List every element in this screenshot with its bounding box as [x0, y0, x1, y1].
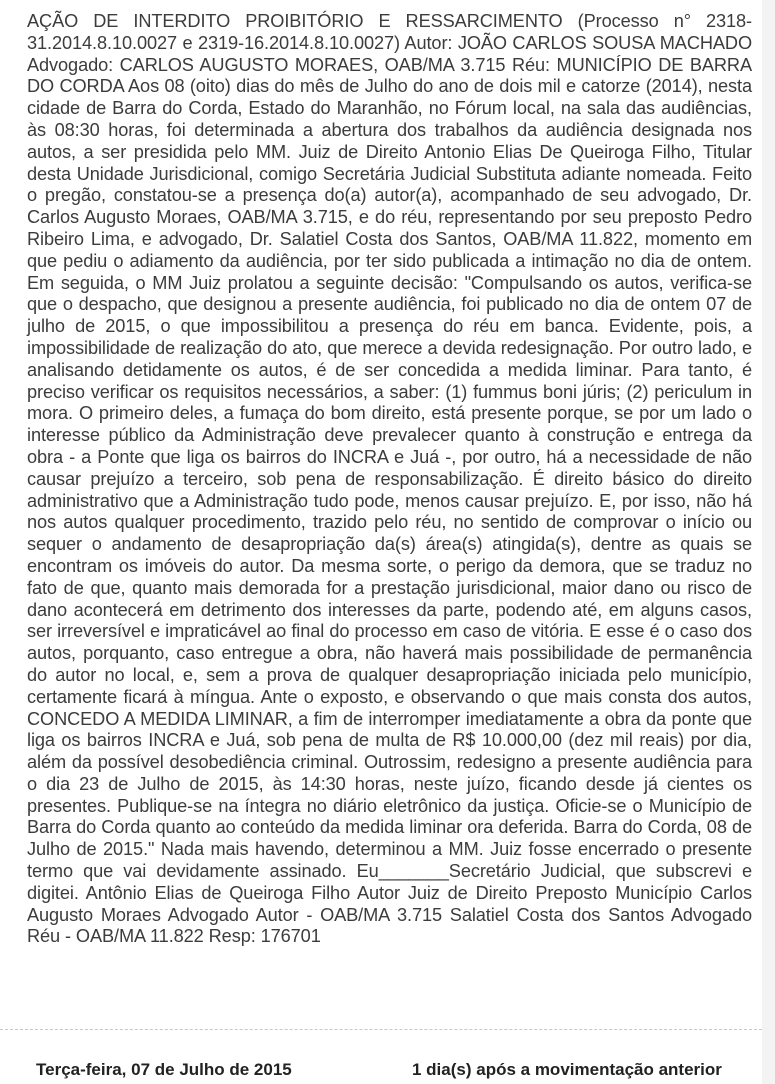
movement-body-text: AÇÃO DE INTERDITO PROIBITÓRIO E RESSARCIMENTO (Processo n° 2318-31.2014.8.10.0027 e 2319-16.2014.8.10.0027) Autor: JOÃO CARLOS SOUSA MACHADO Advogado: CARLOS AUGUSTO MORAES, OAB/MA 3.715 Réu: MUNICÍPIO DE BARRA DO CORDA Aos 08 (oito) dias do mês de Julho do ano de dois mil e catorze (2014), nesta cidade de Barra do Corda, Estado do Maranhão, no Fórum local, na sala das audiências, às 08:30 horas, foi determinada a abertura dos trabalhos da audiência designada nos autos, a ser presidida pelo MM. Juiz de Direito Antonio Elias De Queiroga Filho, Titular desta Unidade Jurisdicional, comigo Secretária Judicial Substituta adiante nomeada. Feito o pregão, constatou-se a presença do(a) autor(a), acompanhado de seu advogado, Dr. Carlos Augusto Moraes, OAB/MA 3.715, e do réu, representando por seu preposto Pedro Ribeiro Lima, e advogado, Dr. Salatiel Costa dos Santos, OAB/MA 11.822, momento em que pediu o adiamento da audiência, por ter sido publicada a intimação no dia de ontem. Em seguida, o MM Juiz prolatou a seguinte decisão: "Compulsando os autos, verifica-se que o despacho, que designou a presente audiência, foi publicado no dia de ontem 07 de julho de 2015, o que impossibilitou a presença do réu em banca. Evidente, pois, a impossibilidade de realização do ato, que merece a devida redesignação. Por outro lado, e analisando detidamente os autos, é de ser concedida a medida liminar. Para tanto, é preciso verificar os requisitos necessários, a saber: (1) fummus boni júris; (2) periculum in mora. O primeiro deles, a fumaça do bom direito, está presente porque, se por um lado o interesse público da Administração deve prevalecer quanto à construção e entrega da obra - a Ponte que liga os bairros do INCRA e Juá -, por outro, há a necessidade de não causar prejuízo a terceiro, sob pena de responsabilização. É direito básico do direito administrativo que a Administração tudo pode, menos causar prejuízo. E, por isso, não há nos autos qualquer procedimento, trazido pelo réu, no sentido de comprovar o início ou sequer o andamento de desapropriação da(s) área(s) atingida(s), dentre as quais se encontram os imóveis do autor. Da mesma sorte, o perigo da demora, que se traduz no fato de que, quanto mais demorada for a prestação jurisdicional, maior dano ou risco de dano acontecerá em detrimento dos interesses da parte, podendo até, em alguns casos, ser irreversível e impraticável ao final do processo em caso de vitória. E esse é o caso dos autos, porquanto, caso entregue a obra, não haverá mais possibilidade de permanência do autor no local, e, sem a prova de qualquer desapropriação iniciada pelo município, certamente ficará à míngua. Ante o exposto, e observando o que mais consta dos autos, CONCEDO A MEDIDA LIMINAR, a fim de interromper imediatamente a obra da ponte que liga os bairros INCRA e Juá, sob pena de multa de R$ 10.000,00 (dez mil reais) por dia, além da possível desobediência criminal. Outrossim, redesigno a presente audiência para o dia 23 de Julho de 2015, às 14:30 horas, neste juízo, ficando desde já cientes os presentes. Publique-se na íntegra no diário eletrônico da justiça. Oficie-se o Município de Barra do Corda quanto ao conteúdo da medida liminar ora deferida. Barra do Corda, 08 de Julho de 2015." Nada mais havendo, determinou a MM. Juiz fosse encerrado o presente termo que vai devidamente assinado. Eu_______Secretário Judicial, que subscrevi e digitei. Antônio Elias de Queiroga Filho Autor Juiz de Direito Preposto Município Carlos Augusto Moraes Advogado Autor - OAB/MA 3.715 Salatiel Costa dos Santos Advogado Réu - OAB/MA 11.822 Resp: 176701 — [27, 11, 752, 947]
dashed-divider — [0, 1029, 762, 1030]
vertical-scrollbar[interactable] — [762, 0, 775, 1084]
movement-date: Terça-feira, 07 de Julho de 2015 — [36, 1060, 292, 1079]
elapsed-since-previous: 1 dia(s) após a movimentação anterior — [412, 1060, 722, 1079]
